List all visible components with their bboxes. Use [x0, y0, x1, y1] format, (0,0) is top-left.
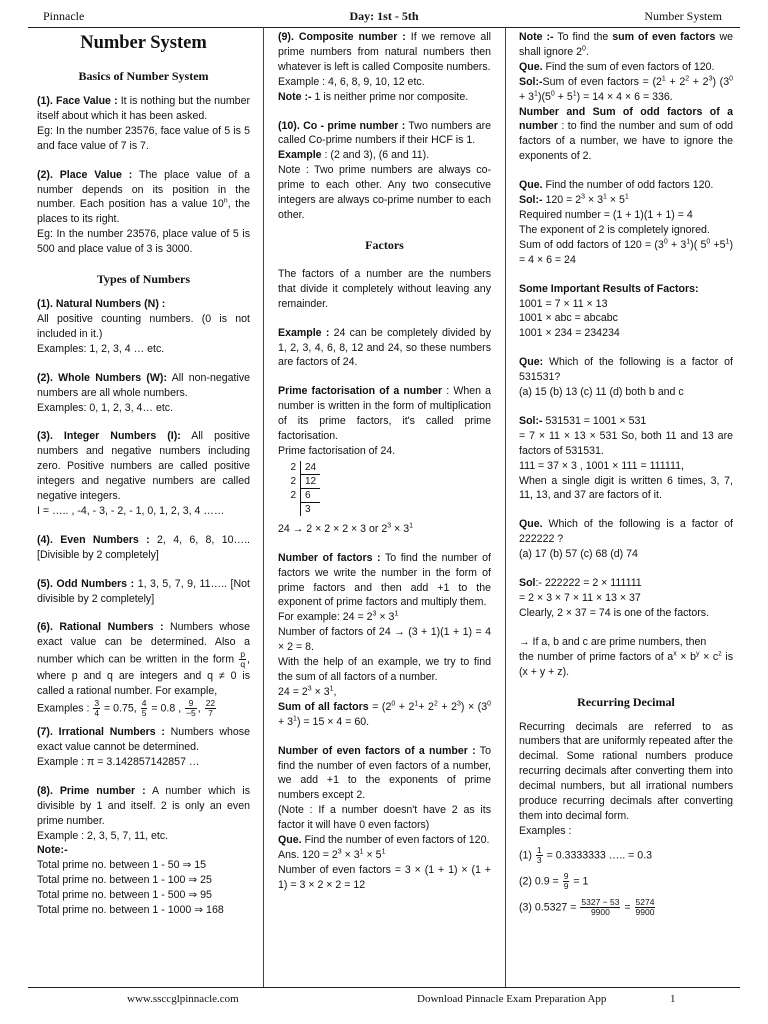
coprime-example: Example : (2 and 3), (6 and 11).: [278, 149, 430, 162]
odd-factors-def: Number and Sum of odd factors of a number : to find the number and sum of odd factors of a number, we have to ignore the exponents of 2.: [519, 105, 733, 163]
number-of-factors-def: Number of factors : To find the number of factors we write the number in the form of prime factors and then add +1 to the exponent of prime factors and multiply them.: [278, 551, 491, 609]
prime-factor-rule: the number of prime factors of $a^x \times b^y \times c^z$ is (x + y + z).: [519, 650, 733, 678]
solution-line: = 2 × 3 × 7 × 11 × 13 × 37: [519, 592, 641, 604]
composite-example: Example : 4, 6, 8, 9, 10, 12 etc.: [278, 75, 425, 88]
header-rule: [28, 27, 740, 28]
header-brand: Pinnacle: [43, 9, 85, 23]
section-heading: Factors: [365, 237, 404, 252]
section-heading: Recurring Decimal: [577, 694, 675, 709]
recurring-example: (3) 0.5327 = $\frac{5327 - 53}{9900}$ = $\frac{5274}{9900}$: [519, 896, 655, 917]
even-factors-answer: Number of even factors = 3 × (1 + 1) × (1 + 1) = 3 × 2 × 2 = 12: [278, 863, 491, 891]
nof-example: $24 = 2^3 \times 3^1$,: [278, 685, 337, 698]
solution-line: When a single digit is written 6 times, 3, 7, 11, 13, and 37 are factors of it.: [519, 474, 733, 502]
nof-example: For example: $24 = 2^3 \times 3^1$: [278, 610, 399, 624]
odd-def: (5). Odd Numbers : 1, 3, 5, 7, 9, 11….. [Not divisible by 2 completely]: [37, 577, 250, 605]
recurring-example: (2) 0.9 = $\frac{9}{9}$ = 1: [519, 870, 589, 891]
section-heading: Basics of Number System: [78, 69, 209, 83]
question: Que. Find the sum of even factors of 120.: [519, 60, 715, 73]
place-value-def: (2). Place Value : The place value of a number depends on its position in the number. Each position has a value 10$^n$, the places to its right.: [37, 168, 250, 226]
recurring-example: (1) $\frac{1}{3}$ = 0.3333333 ….. = 0.3: [519, 844, 653, 865]
column-divider: [263, 27, 264, 987]
natural-def: (1). Natural Numbers (N) : All positive counting numbers. (0 is not included in it.): [37, 298, 250, 340]
coprime-note: Note : Two prime numbers are always co-prime to each other. Any two consecutive integers are always co-prime number to each other.: [278, 164, 491, 221]
solution-line: = 7 × 11 × 13 × 531 So, both 11 and 13 are factors of 531531.: [519, 429, 733, 457]
irrational-example: Example : π = 3.142857142857 …: [37, 755, 200, 768]
coprime-def: (10). Co - prime number : Two numbers are called Co-prime numbers if their HCF is 1.: [278, 119, 491, 147]
prime-def: (8). Prime number : A number which is divisible by 1 and itself. 2 is only an even prime number.: [37, 784, 250, 827]
result-line: 1001 × 234 = 234234: [519, 327, 620, 340]
solution-line: Clearly, 2 × 37 = 74 is one of the factors.: [519, 606, 710, 619]
even-factors-def: Number of even factors of a number : To find the number of even factors of a number, we add +1 to the exponents of prime numbers except 2.: [278, 744, 491, 802]
question: Que: Which of the following is a factor of 531531?: [519, 356, 733, 384]
face-value-eg: Eg: In the number 23576, face value of 5 is 5 and face value of 7 is 7.: [37, 124, 250, 152]
even-def: (4). Even Numbers : 2, 4, 6, 8, 10….. [Divisible by 2 completely]: [37, 533, 250, 561]
whole-def: (2). Whole Numbers (W): All non-negative numbers are all whole numbers.: [37, 371, 250, 399]
composite-def: (9). Composite number : If we remove all prime numbers from natural numbers then whatever is left is called Composite numbers.: [278, 31, 491, 73]
prime-example: Example : 2, 3, 5, 7, 11, etc.: [37, 829, 169, 842]
prime-factorisation-def: Prime factorisation of a number : When a number is written in the form of multiplication of its prime factors, it's called prime factorisation.: [278, 385, 491, 443]
sum-of-factors: Sum of all factors = $(2^0 + 2^1+ 2^2 + 2^3) \times (3^0 + 3^1) = 15 \times 4 = 60$.: [278, 700, 491, 728]
even-factors-answer: Ans. $120 = 2^3 \times 3^1 \times 5^1$: [278, 848, 386, 861]
prime-note: Note:-: [37, 844, 68, 857]
page-number: 1: [670, 993, 676, 1005]
page-header: [0, 9, 768, 27]
factors-example: Example : 24 can be completely divided by 1, 2, 3, 4, 6, 8, 12 and 24, so these numbers are factors of 24.: [278, 326, 491, 369]
nof-example: Number of factors of 24 → (3 + 1)(1 + 1) = 4 × 2 = 8.: [278, 626, 491, 654]
factors-intro: The factors of a number are the numbers that divide it completely without leaving any remainder.: [278, 267, 491, 310]
page-title: Number System: [80, 33, 207, 53]
solution-line: The exponent of 2 is completely ignored.: [519, 223, 710, 236]
solution-line: Required number = (1 + 1)(1 + 1) = 4: [519, 208, 693, 221]
composite-note: Note :- 1 is neither prime nor composite.: [278, 90, 469, 103]
recurring-def: Recurring decimals are referred to as numbers that are uniformly repeated after the decimal. Some rational numbers produce recurring decimals after converting them into decimal numbers, but all irrational numbers produce recurring decimals after converting them into decimal form.: [519, 720, 733, 822]
natural-examples: Examples: 1, 2, 3, 4 … etc.: [37, 342, 165, 355]
header-topic: Number System: [644, 9, 722, 23]
rational-def: (6). Rational Numbers : Numbers whose exact value can be determined. Also a number which can be written in the form $\frac{p}{q}$ , where p and q are integers and q ≠ 0 is called a rational number. For example,: [37, 621, 250, 698]
prime-count-line: Total prime no. between 1 - 1000 ⇒ 168: [37, 904, 224, 917]
division-table: 2 24 2 12 2 6 3: [282, 461, 320, 516]
prime-count-line: Total prime no. between 1 - 50 ⇒ 15: [37, 859, 207, 872]
integer-def: (3). Integer Numbers (I): All positive numbers and negative numbers including zero. Positive numbers are called positive integers and negative numbers are called negative integers.: [37, 430, 250, 503]
column-1: [37, 30, 250, 985]
footer-rule: [28, 987, 740, 988]
question: Que. Which of the following is a factor of 222222 ?: [519, 518, 733, 546]
prime-count-line: Total prime no. between 1 - 100 ⇒ 25: [37, 874, 212, 887]
prime-factor-rule: → If a, b and c are prime numbers, then: [519, 635, 707, 648]
solution: Sol:- 222222 = 2 × 111111: [519, 577, 642, 590]
question: Que. Find the number of odd factors 120.: [519, 179, 714, 192]
even-sum-note: Note :- To find the sum of even factors we shall ignore $2^0$.: [519, 31, 733, 58]
question-options: (a) 15 (b) 13 (c) 11 (d) both b and c: [519, 386, 684, 399]
result-line: 1001 × abc = abcabc: [519, 312, 618, 325]
whole-examples: Examples: 0, 1, 2, 3, 4… etc.: [37, 401, 174, 414]
even-factors-question: Que. Find the number of even factors of 120.: [278, 834, 490, 847]
solution: Sol:- $120 = 2^3 \times 3^1 \times 5^1$: [519, 193, 629, 207]
column-3: [519, 30, 733, 985]
column-2: [278, 30, 491, 985]
place-value-eg: Eg: In the number 23576, place value of 5 is 500 and place value of 3 is 3000.: [37, 228, 250, 256]
solution-line: 111 = 37 × 3 , 1001 × 111 = 111111,: [519, 459, 684, 472]
question-options: (a) 17 (b) 57 (c) 68 (d) 74: [519, 548, 638, 561]
prime-factorisation-line: Prime factorisation of 24.: [278, 444, 396, 457]
recurring-examples-label: Examples :: [519, 824, 572, 837]
result-line: 1001 = 7 × 11 × 13: [519, 297, 608, 310]
prime-count-line: Total prime no. between 1 - 500 ⇒ 95: [37, 889, 212, 902]
column-divider: [505, 27, 506, 987]
rational-examples: Examples : $\frac{3}{4}$ = 0.75, $\frac{4}{5}$ = 0.8 , $\frac{9}{-5}$ , $\frac{22}{7}$: [37, 698, 216, 719]
nof-example: With the help of an example, we try to find the sum of all factors of a number.: [278, 656, 491, 683]
even-factors-note: (Note : If a number doesn't have 2 as its factor it will have 0 even factors): [278, 804, 491, 832]
section-heading: Types of Numbers: [96, 272, 191, 287]
footer-website: www.ssccglpinnacle.com: [127, 993, 239, 1005]
integer-examples: I = ….. , -4, - 3, - 2, - 1, 0, 1, 2, 3, 4 ……: [37, 504, 225, 517]
solution: Sol:- 531531 = 1001 × 531: [519, 414, 647, 427]
prime-factorisation-result: 24 → 2 × 2 × 2 × 3 or $2^3 \times 3^1$: [278, 522, 414, 535]
solution: Sol:-Sum of even factors = $(2^1 + 2^2 + 2^3) (3^0 + 3^1)(5^0 + 5^1) = 14 \times 4 \times 6 = 336$.: [519, 75, 733, 103]
irrational-def: (7). Irrational Numbers : Numbers whose exact value cannot be determined.: [37, 726, 250, 753]
important-results-heading: Some Important Results of Factors:: [519, 282, 699, 295]
face-value-def: (1). Face Value : It is nothing but the number itself about which it has been asked.: [37, 95, 250, 122]
footer-app-promo: Download Pinnacle Exam Preparation App: [417, 993, 607, 1005]
solution-line: Sum of odd factors of $120 = (3^0 + 3^1)$( $5^0 +5^1) = 4 \times 6 = 24$: [519, 238, 733, 266]
header-day: Day: 1st - 5th: [349, 9, 419, 23]
